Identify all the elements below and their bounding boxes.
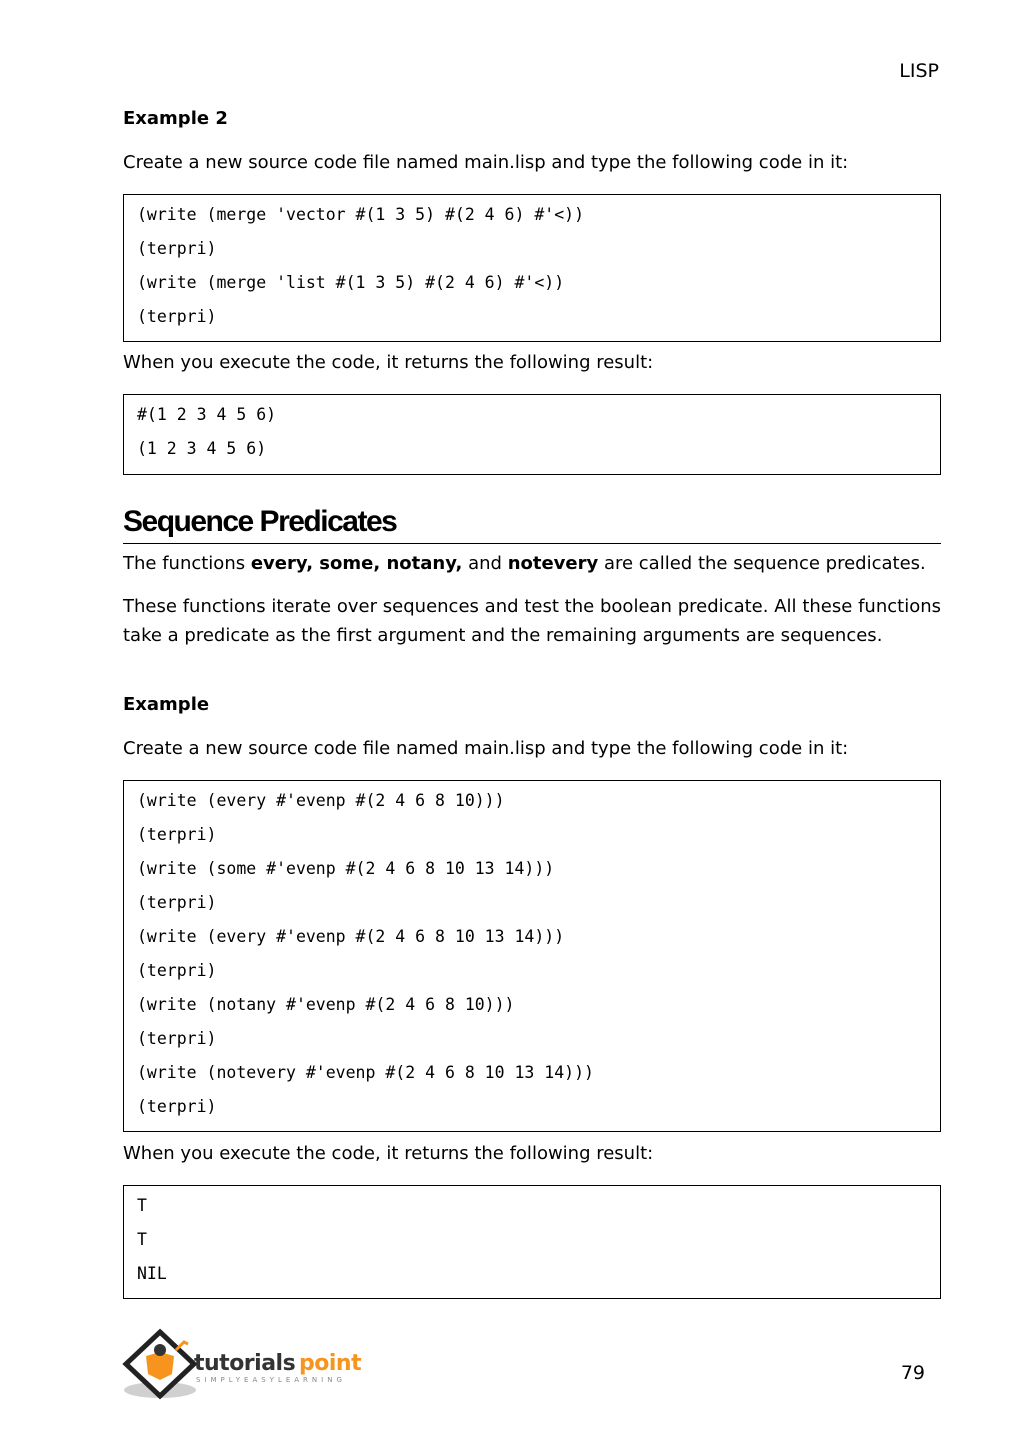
bold-term: notevery: [507, 553, 599, 574]
section-paragraph-1: [123, 549, 941, 578]
code-line: (write (merge 'vector #(1 3 5) #(2 4 6) #'<)): [137, 205, 585, 224]
tutorialspoint-logo: [122, 1328, 372, 1403]
code-line: (write (merge 'list #(1 3 5) #(2 4 6) #'<)): [137, 273, 565, 292]
running-header: LISP: [899, 60, 939, 82]
bold-term: every, some, notany,: [250, 553, 463, 574]
example-2-output-block: [123, 394, 941, 475]
code-line: (terpri): [137, 893, 217, 912]
example-2-code-block: [123, 194, 941, 342]
output-line: #(1 2 3 4 5 6): [137, 405, 277, 424]
example-heading: Example: [123, 694, 210, 715]
code-line: (terpri): [137, 239, 217, 258]
code-line: (terpri): [137, 1097, 217, 1116]
section-paragraph-2: These functions iterate over sequences and test the boolean predicate. All these functions take a predicate as the first argument and the remaining arguments are sequences.: [123, 596, 941, 646]
example-2-heading: Example 2: [123, 108, 228, 129]
code-line: (terpri): [137, 961, 217, 980]
output-line: T: [137, 1196, 147, 1215]
text: are called the sequence predicates.: [598, 553, 926, 574]
example-2-result-intro: When you execute the code, it returns the following result:: [123, 352, 654, 373]
text: The functions: [123, 553, 251, 574]
example-code-block: [123, 780, 941, 1132]
code-line: (write (some #'evenp #(2 4 6 8 10 13 14))): [137, 859, 555, 878]
svg-text:point: point: [299, 1351, 362, 1376]
output-line: T: [137, 1230, 147, 1249]
output-line: NIL: [137, 1264, 167, 1283]
code-line: (write (every #'evenp #(2 4 6 8 10))): [137, 791, 505, 810]
example-2-intro: Create a new source code file named main.lisp and type the following code in it:: [123, 152, 849, 173]
section-title: Sequence Predicates: [123, 505, 941, 544]
example-result-intro: When you execute the code, it returns the following result:: [123, 1143, 654, 1164]
code-line: (terpri): [137, 1029, 217, 1048]
code-line: (terpri): [137, 825, 217, 844]
code-line: (write (notevery #'evenp #(2 4 6 8 10 13 14))): [137, 1063, 594, 1082]
example-output-block: [123, 1185, 941, 1299]
logo-emblem-icon: [122, 1328, 372, 1403]
example-intro: Create a new source code file named main.lisp and type the following code in it:: [123, 738, 849, 759]
code-line: (write (notany #'evenp #(2 4 6 8 10))): [137, 995, 515, 1014]
page-number: 79: [900, 1362, 925, 1384]
svg-text:tutorials: tutorials: [194, 1351, 296, 1376]
text: and: [462, 553, 508, 574]
output-line: (1 2 3 4 5 6): [137, 439, 267, 458]
svg-text:SIMPLYEASYLEARNING: SIMPLYEASYLEARNING: [196, 1376, 346, 1384]
code-line: (write (every #'evenp #(2 4 6 8 10 13 14))): [137, 927, 565, 946]
code-line: (terpri): [137, 307, 217, 326]
